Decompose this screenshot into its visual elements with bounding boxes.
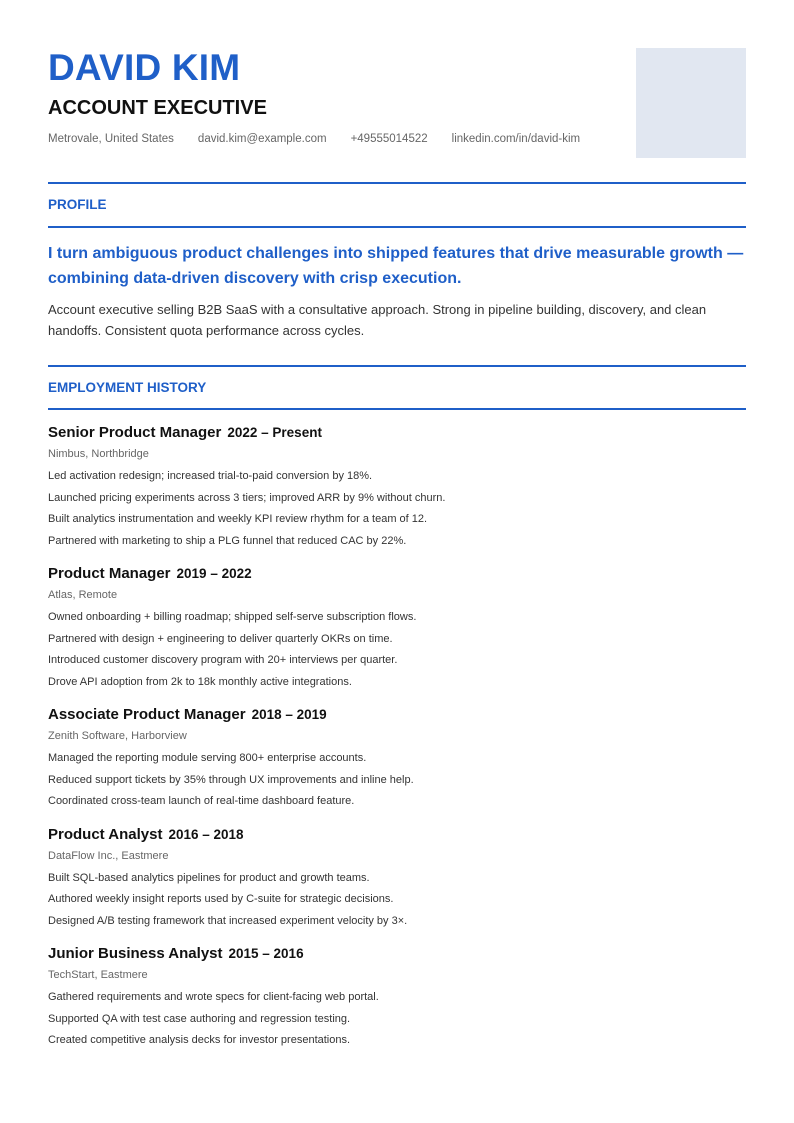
job-entry: [48, 705, 746, 813]
job-entry: [48, 423, 746, 552]
contact-line: [48, 133, 604, 145]
section-divider: [48, 226, 746, 228]
job-heading: [48, 564, 746, 584]
job-bullets: [48, 466, 746, 552]
contact-linkedin: linkedin.com/in/david-kim: [451, 133, 581, 145]
profile-tagline: I turn ambiguous product challenges into shipped features that drive measurable growth — combining data-driven discovery with crisp execution.: [48, 245, 744, 287]
job-bullet: Gathered requirements and wrote specs for client-facing web portal.: [48, 991, 379, 1003]
job-bullets: [48, 868, 746, 933]
job-company: TechStart, Eastmere: [48, 969, 148, 981]
job-heading: [48, 825, 746, 845]
section-divider: [48, 365, 746, 367]
job-heading: [48, 944, 746, 964]
job-bullets: [48, 748, 746, 813]
job-heading: [48, 705, 746, 725]
job-entry: [48, 564, 746, 693]
job-role: Product Analyst: [48, 825, 163, 843]
job-bullet: Designed A/B testing framework that increased experiment velocity by 3×.: [48, 914, 408, 927]
job-entry: [48, 825, 746, 933]
job-bullet: Authored weekly insight reports used by C-suite for strategic decisions.: [48, 893, 394, 905]
job-role: Senior Product Manager: [48, 424, 222, 441]
job-dates: 2018 – 2019: [251, 707, 327, 722]
job-title: ACCOUNT EXECUTIVE: [48, 97, 267, 119]
job-entry: [48, 944, 746, 1052]
job-bullets: [48, 607, 746, 693]
job-dates: 2022 – Present: [227, 425, 322, 440]
job-bullet: Introduced customer discovery program with 20+ interviews per quarter.: [48, 654, 398, 666]
section-divider: [48, 182, 746, 184]
profile-summary: Account executive selling B2B SaaS with a consultative approach. Strong in pipeline building, discovery, and clean handoffs. Consistent quota performance across cycles.: [48, 302, 707, 338]
job-company: DataFlow Inc., Eastmere: [48, 849, 169, 862]
job-role: Associate Product Manager: [48, 706, 246, 723]
job-bullets: [48, 987, 746, 1052]
profile-heading: PROFILE: [48, 197, 107, 212]
job-role: Product Manager: [48, 565, 171, 582]
job-dates: 2019 – 2022: [176, 566, 252, 581]
job-company: Zenith Software, Harborview: [48, 730, 187, 742]
contact-phone: +49555014522: [350, 133, 428, 145]
contact-location: Metrovale, United States: [48, 133, 174, 145]
employment-heading: EMPLOYMENT HISTORY: [48, 380, 207, 395]
job-role: Junior Business Analyst: [48, 945, 223, 962]
job-dates: 2015 – 2016: [228, 946, 304, 961]
job-bullet: Coordinated cross-team launch of real-time dashboard feature.: [48, 795, 355, 807]
job-heading: [48, 423, 746, 443]
job-bullet: Partnered with design + engineering to deliver quarterly OKRs on time.: [48, 632, 393, 645]
job-bullet: Drove API adoption from 2k to 18k monthly active integrations.: [48, 675, 352, 688]
job-bullet: Created competitive analysis decks for investor presentations.: [48, 1034, 351, 1046]
job-company: Atlas, Remote: [48, 589, 118, 601]
job-bullet: Managed the reporting module serving 800+ enterprise accounts.: [48, 752, 367, 764]
job-bullet: Led activation redesign; increased trial-to-paid conversion by 18%.: [48, 470, 373, 482]
job-dates: 2016 – 2018: [168, 826, 244, 842]
job-bullet: Partnered with marketing to ship a PLG funnel that reduced CAC by 22%.: [48, 534, 407, 547]
employment-list: [48, 423, 746, 1064]
section-divider: [48, 408, 746, 410]
job-bullet: Built analytics instrumentation and weekly KPI review rhythm for a team of 12.: [48, 513, 428, 525]
job-company: Nimbus, Northbridge: [48, 448, 149, 460]
job-bullet: Supported QA with test case authoring and regression testing.: [48, 1012, 351, 1025]
job-bullet: Built SQL-based analytics pipelines for product and growth teams.: [48, 871, 370, 884]
job-bullet: Launched pricing experiments across 3 tiers; improved ARR by 9% without churn.: [48, 491, 446, 504]
job-bullet: Owned onboarding + billing roadmap; shipped self-serve subscription flows.: [48, 611, 417, 623]
job-bullet: Reduced support tickets by 35% through UX improvements and inline help.: [48, 773, 414, 786]
contact-email: david.kim@example.com: [197, 133, 327, 145]
profile-photo-placeholder: [636, 48, 746, 158]
candidate-name: DAVID KIM: [48, 47, 241, 88]
